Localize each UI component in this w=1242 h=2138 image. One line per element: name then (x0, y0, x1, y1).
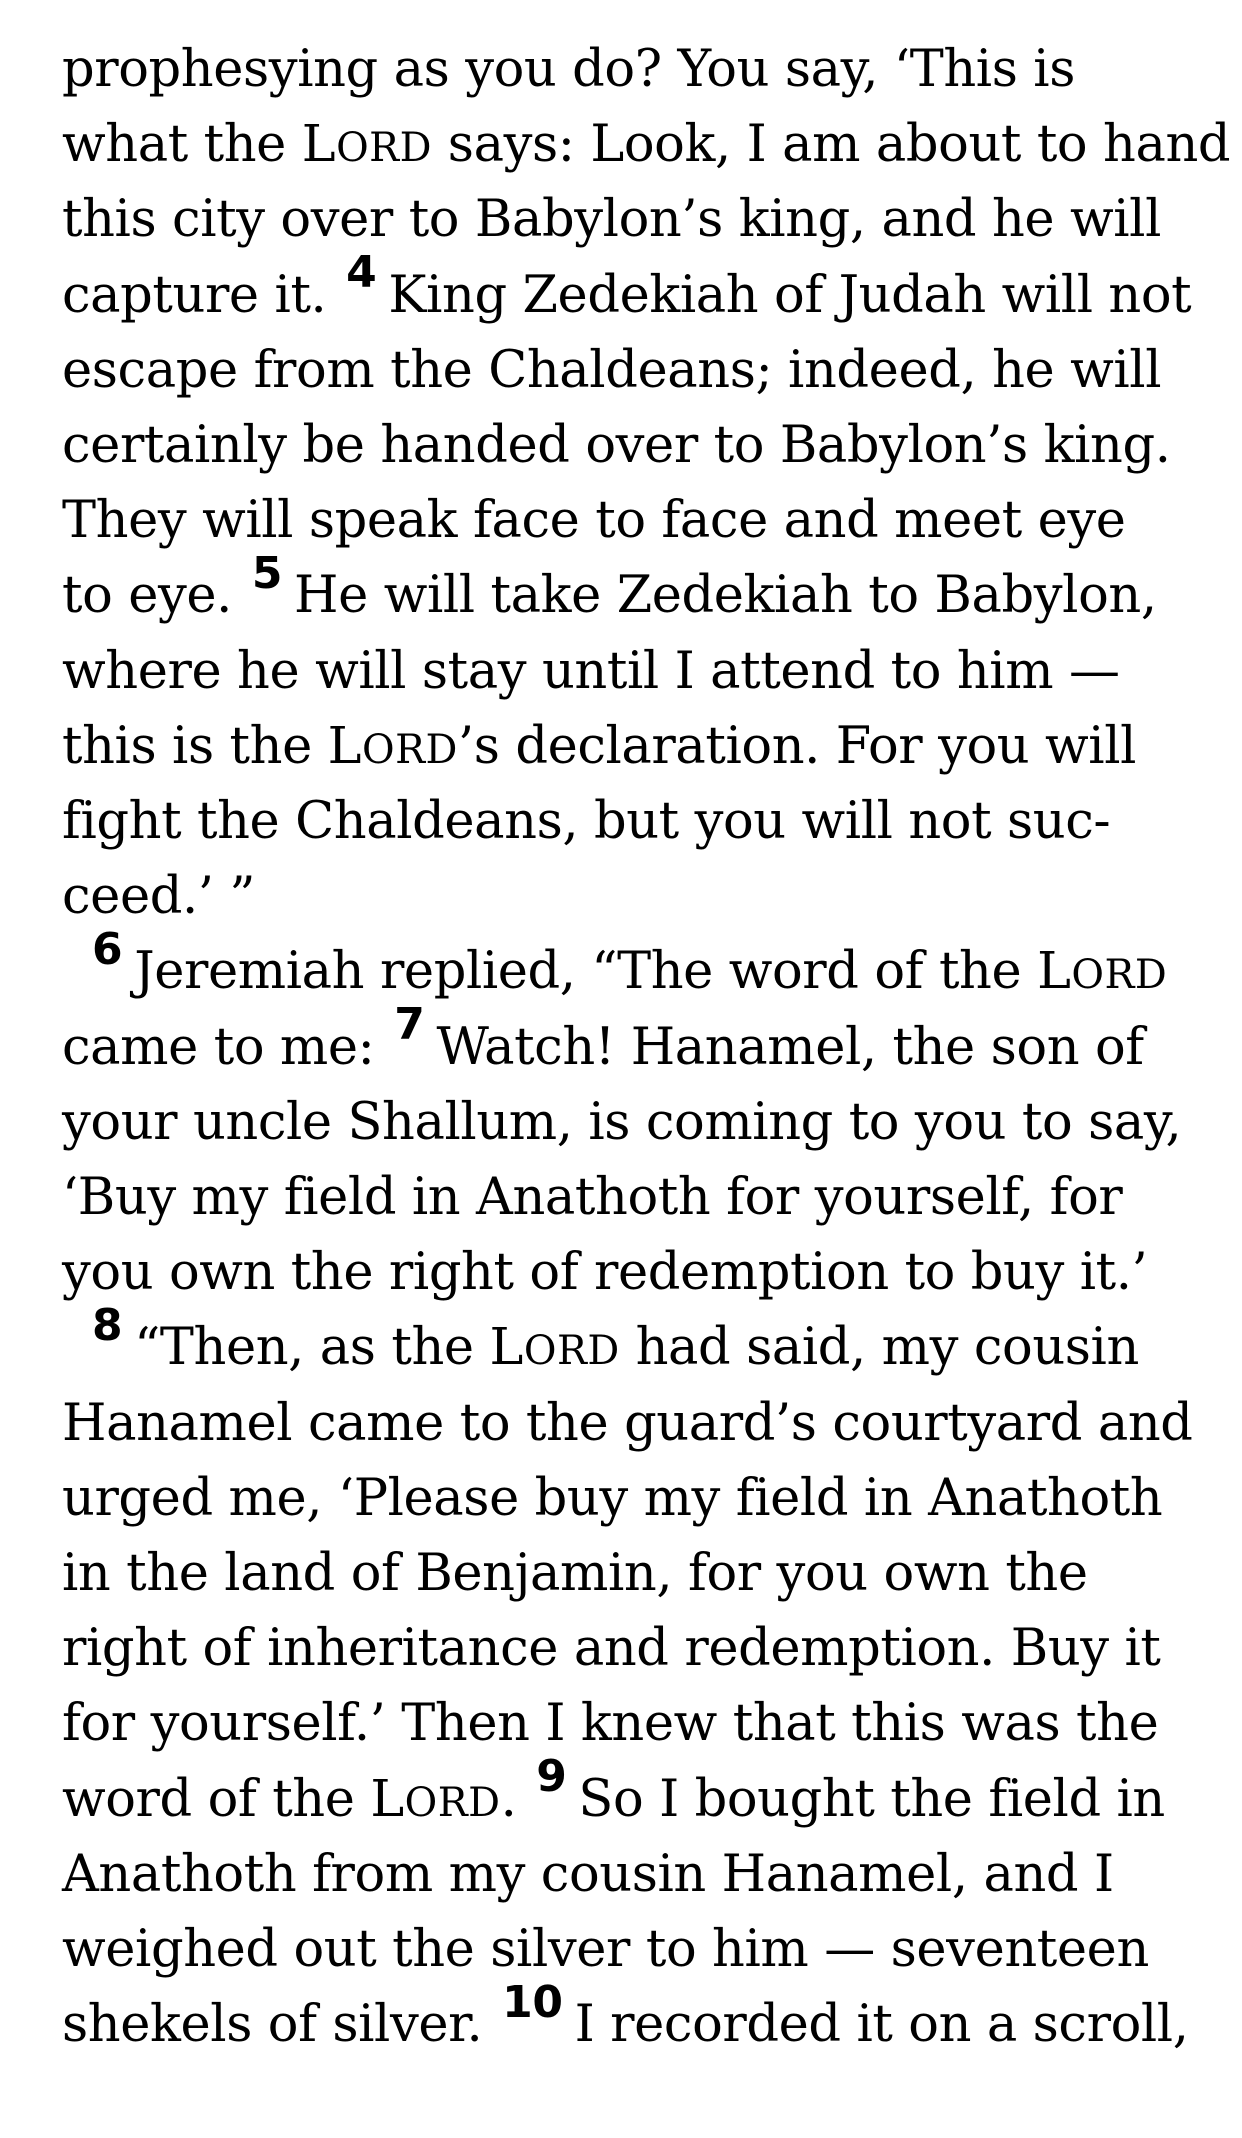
verse-text: escape from the Chaldeans; indeed, he will (62, 340, 1162, 400)
verse-number[interactable]: 4 (346, 247, 377, 299)
verse-text: capture it. (62, 265, 343, 325)
verse-text: to eye. (62, 566, 248, 626)
text-line (62, 861, 255, 933)
verse-text: fight the Chaldeans, but you will not suc- (62, 792, 1111, 851)
lord-small-caps (301, 115, 432, 175)
text-line (62, 34, 1075, 106)
verse-text: He will take Zedekiah to Babylon, (294, 566, 1157, 626)
verse-text: They will speak face to face and meet eye (62, 491, 1126, 551)
verse-text: certainly be handed over to Babylon’s king. (62, 416, 1171, 475)
verse-text: Watch! Hanamel, the son of (436, 1017, 1144, 1077)
lord-initial: L (1037, 942, 1072, 1002)
lord-rest: ORD (404, 1779, 501, 1826)
verse-text: urged me, ‘Please buy my field in Anathoth (62, 1468, 1163, 1528)
lord-rest: ORD (1071, 952, 1168, 999)
text-line (62, 1087, 1181, 1159)
text-line (62, 1977, 1189, 2061)
lord-rest: ORD (361, 726, 458, 773)
lord-rest: ORD (523, 1328, 620, 1375)
verse-number[interactable]: 7 (394, 999, 425, 1051)
verse-text: Jeremiah replied, “The word of the (134, 942, 1038, 1002)
verse-text: “Then, as the (134, 1318, 490, 1378)
verse-text: ceed.’ ” (62, 867, 256, 927)
text-line (62, 1914, 1149, 1986)
verse-number[interactable]: 10 (502, 1977, 563, 2028)
lord-initial: L (370, 1769, 405, 1829)
verse-number[interactable]: 8 (92, 1300, 123, 1352)
verse-text: where he will stay until I attend to him — (62, 641, 1120, 701)
verse-text: in the land of Benjamin, for you own the (62, 1544, 1088, 1603)
verse-text: this city over to Babylon’s king, and he will (62, 190, 1161, 250)
text-line (62, 1162, 1122, 1234)
lord-small-caps (327, 716, 458, 776)
text-line (62, 636, 1120, 708)
text-line (62, 1388, 1193, 1460)
verse-text: prophesying as you do? You say, ‘This is (62, 40, 1075, 99)
text-line (62, 109, 1230, 181)
text-line (62, 184, 1161, 256)
text-line (62, 1751, 1165, 1836)
text-line (62, 786, 1110, 858)
verse-number[interactable]: 6 (92, 924, 123, 976)
verse-text: weighed out the silver to him — seventeen (62, 1920, 1149, 1979)
lord-initial: L (489, 1318, 524, 1378)
text-line (92, 924, 1168, 1008)
verse-text: came to me: (62, 1017, 391, 1077)
verse-text: ’s declaration. For you will (457, 716, 1137, 776)
text-line (62, 335, 1161, 407)
lord-initial: L (301, 115, 337, 175)
verse-text: I recorded it on a scroll, (574, 1995, 1189, 2055)
verse-text: King Zedekiah of Judah will not (388, 265, 1192, 325)
lord-small-caps (489, 1318, 620, 1378)
text-line (62, 999, 1144, 1084)
text-line (62, 1463, 1162, 1535)
text-line (62, 548, 1157, 632)
lord-rest: ORD (336, 125, 432, 172)
verse-text: what the (62, 115, 302, 175)
verse-number[interactable]: 9 (536, 1751, 567, 1803)
text-line (92, 1300, 1139, 1384)
text-line (62, 1839, 1114, 1911)
verse-text: says: Look, I am about to hand (432, 115, 1231, 175)
verse-text: . (500, 1769, 533, 1829)
verse-text: you own the right of redemption to buy it.’ (62, 1243, 1148, 1303)
text-line (62, 1613, 1161, 1685)
verse-text: Hanamel came to the guard’s courtyard and (62, 1393, 1193, 1453)
lord-small-caps (1037, 942, 1168, 1002)
text-line (62, 711, 1136, 783)
verse-text: word of the (62, 1769, 371, 1829)
verse-text: shekels of silver. (62, 1995, 499, 2055)
verse-text: had said, my cousin (619, 1318, 1139, 1378)
verse-text: ‘Buy my field in Anathoth for yourself, for (62, 1168, 1123, 1227)
text-line (62, 485, 1126, 557)
verse-text: this is the (62, 716, 328, 776)
verse-text: your uncle Shallum, is coming to you to say, (62, 1092, 1182, 1152)
text-line (62, 1538, 1088, 1610)
verse-text: So I bought the field in (578, 1769, 1165, 1829)
verse-text: for yourself.’ Then I knew that this was the (62, 1694, 1159, 1754)
verse-number[interactable]: 5 (251, 548, 283, 600)
verse-text: right of inheritance and redemption. Buy it (62, 1619, 1161, 1679)
text-line (62, 1237, 1147, 1309)
text-line (62, 247, 1192, 332)
lord-small-caps (370, 1769, 501, 1829)
lord-initial: L (327, 716, 362, 776)
verse-text: Anathoth from my cousin Hanamel, and I (62, 1844, 1114, 1904)
text-line (62, 1688, 1158, 1760)
text-line (62, 410, 1171, 482)
